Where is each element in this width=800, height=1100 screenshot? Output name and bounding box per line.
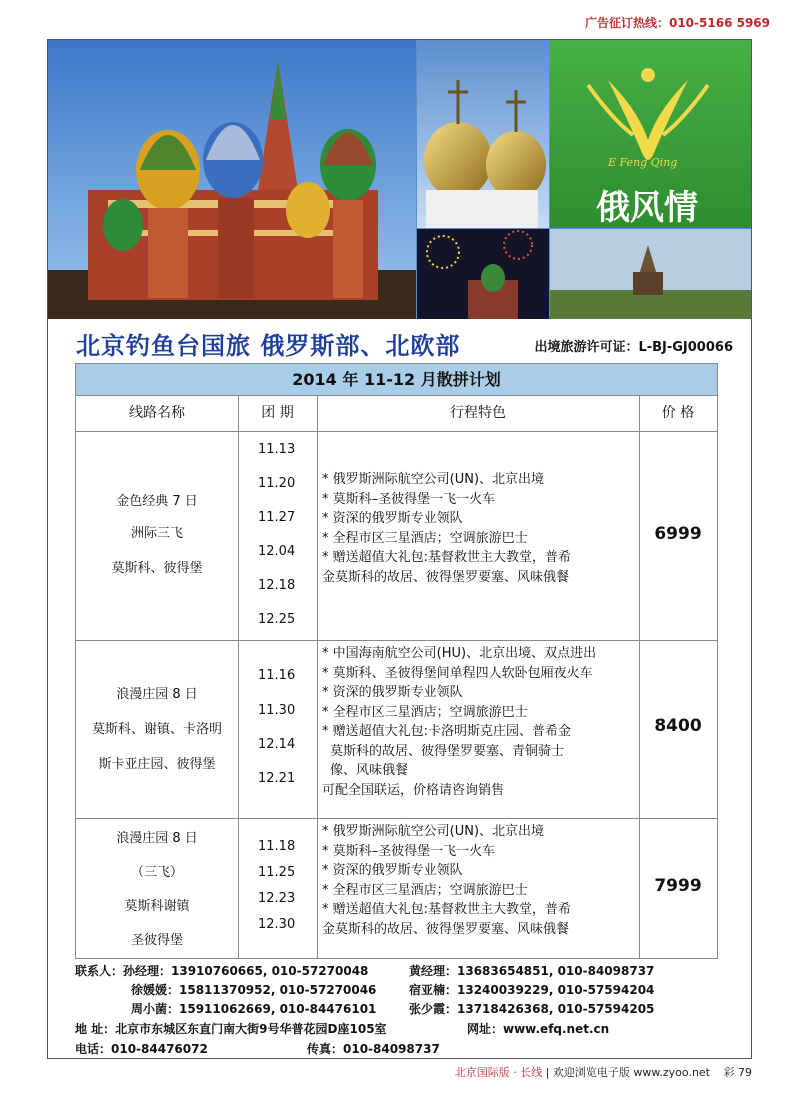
agency-title: 北京钓鱼台国旅 俄罗斯部、北欧部: [76, 332, 461, 360]
price-value: 8400: [654, 716, 702, 736]
ad-hotline: 广告征订热线：010-5166 5969: [584, 16, 770, 30]
footer-divider: |: [545, 1066, 553, 1079]
price-value: 6999: [654, 524, 702, 544]
route-line: 莫斯科、谢镇、卡洛明: [91, 722, 222, 737]
contact-line: 黄经理：13683654851, 010-84098737: [409, 964, 655, 978]
feature-line: * 赠送超值大礼包:基督救世主大教堂，普希: [322, 902, 572, 917]
feature-line: * 俄罗斯洲际航空公司(UN)、北京出境: [322, 472, 545, 487]
banner-photos: [48, 40, 751, 319]
tour-date: 11.16: [258, 668, 296, 683]
feature-line: * 赠送超值大礼包:卡洛明斯克庄园、普希金: [322, 724, 572, 739]
column-header-features: 行程特色: [450, 405, 506, 421]
tour-date: 11.27: [258, 510, 296, 525]
tour-date: 12.21: [258, 771, 296, 786]
tour-date: 11.25: [258, 865, 296, 880]
feature-line: * 资深的俄罗斯专业领队: [322, 863, 463, 878]
feature-line: * 资深的俄罗斯专业领队: [322, 511, 463, 526]
feature-line: * 莫斯科–圣彼得堡一飞一火车: [322, 843, 496, 859]
table-row-3-features: [322, 822, 571, 939]
tour-date: 11.30: [258, 703, 296, 718]
contact-line: 张少霞：13718426368, 010-57594205: [409, 1002, 655, 1016]
feature-line: * 中国海南航空公司(HU)、北京出境、双点进出: [322, 646, 597, 661]
feature-line: * 全程市区三星酒店；空调旅游巴士: [322, 882, 528, 898]
feature-line: 莫斯科的故居、彼得堡罗要塞、青铜骑士: [330, 743, 565, 759]
tour-date: 12.25: [258, 612, 296, 627]
brand-logo-script: E Feng Qing: [608, 156, 678, 169]
table-row-2-route: [76, 641, 238, 818]
column-header-dates: 团 期: [261, 405, 294, 421]
footer-page: 彩 79: [723, 1066, 752, 1079]
contact-line: 宿亚楠：13240039229, 010-57594204: [409, 983, 655, 997]
footer-section: 北京国际版 · 长线: [454, 1066, 543, 1079]
plan-title: 2014 年 11-12 月散拼计划: [75, 363, 718, 396]
tour-date: 12.14: [258, 737, 296, 752]
table-grid: [75, 396, 718, 959]
table-row-1-route: [76, 432, 238, 640]
fax-number: 传真：010-84098737: [307, 1042, 440, 1056]
route-line: 莫斯科谢镇: [124, 899, 190, 914]
tour-date: 11.18: [258, 839, 296, 854]
col-divider: [639, 396, 640, 958]
address: 地 址：北京市东城区东直门南大街9号华普花园D座105室: [75, 1022, 387, 1036]
table-row-1-features: [322, 470, 571, 587]
route-line: 金色经典 7 日: [116, 494, 198, 509]
tour-date: 11.13: [258, 442, 296, 457]
website-link[interactable]: 网址：www.efq.net.cn: [467, 1022, 610, 1036]
feature-line: * 俄罗斯洲际航空公司(UN)、北京出境: [322, 824, 545, 839]
column-header-route: 线路名称: [129, 405, 185, 421]
contact-line: 联系人：孙经理：13910760665, 010-57270048: [75, 964, 369, 978]
route-line: 圣彼得堡: [130, 933, 183, 948]
route-line: 洲际三飞: [130, 526, 183, 541]
phone-number: 电话：010-84476072: [75, 1042, 208, 1056]
col-divider: [238, 396, 239, 958]
license-number: 出境旅游许可证：L-BJ-GJ00066: [534, 340, 733, 355]
column-header-price: 价 格: [661, 405, 695, 421]
page-footer: [455, 1064, 752, 1080]
feature-line: * 全程市区三星酒店；空调旅游巴士: [322, 704, 528, 720]
contact-line: 徐媛媛：15811370952, 010-57270046: [131, 983, 377, 997]
tour-date: 12.23: [258, 891, 296, 906]
feature-line: * 全程市区三星酒店；空调旅游巴士: [322, 530, 528, 546]
tour-date: 12.30: [258, 917, 296, 932]
route-line: （三飞）: [130, 865, 183, 880]
tour-date: 11.20: [258, 476, 296, 491]
feature-line: * 资深的俄罗斯专业领队: [322, 685, 463, 700]
tour-date: 12.04: [258, 544, 296, 559]
feature-line: 像、风味俄餐: [330, 763, 409, 778]
feature-line: 金莫斯科的故居、彼得堡罗要塞、风味俄餐: [322, 569, 570, 585]
price-value: 7999: [654, 876, 702, 896]
feature-line: * 赠送超值大礼包:基督救世主大教堂，普希: [322, 550, 572, 565]
footer-text: 欢迎浏览电子版 www.zyoo.net: [552, 1066, 710, 1079]
col-divider: [317, 396, 318, 958]
title-row: [48, 322, 751, 362]
tour-table: [75, 363, 718, 959]
tour-date: 12.18: [258, 578, 296, 593]
contact-line: 周小菌：15911062669, 010-84476101: [131, 1002, 377, 1016]
feature-line: * 莫斯科–圣彼得堡一飞一火车: [322, 491, 496, 507]
feature-line: 可配全国联运，价格请咨询销售: [322, 782, 505, 798]
route-line: 浪漫庄园 8 日: [116, 831, 198, 846]
table-row-2-features: [322, 644, 596, 800]
route-line: 莫斯科、彼得堡: [111, 561, 203, 576]
table-row-3-route: [76, 819, 238, 959]
feature-line: * 莫斯科、圣彼得堡间单程四人软卧包厢夜火车: [322, 665, 593, 681]
feature-line: 金莫斯科的故居、彼得堡罗要塞、风味俄餐: [322, 921, 570, 937]
route-line: 浪漫庄园 8 日: [116, 687, 198, 702]
brand-name: 俄风情: [596, 188, 698, 228]
route-line: 斯卡亚庄园、彼得堡: [98, 757, 216, 772]
